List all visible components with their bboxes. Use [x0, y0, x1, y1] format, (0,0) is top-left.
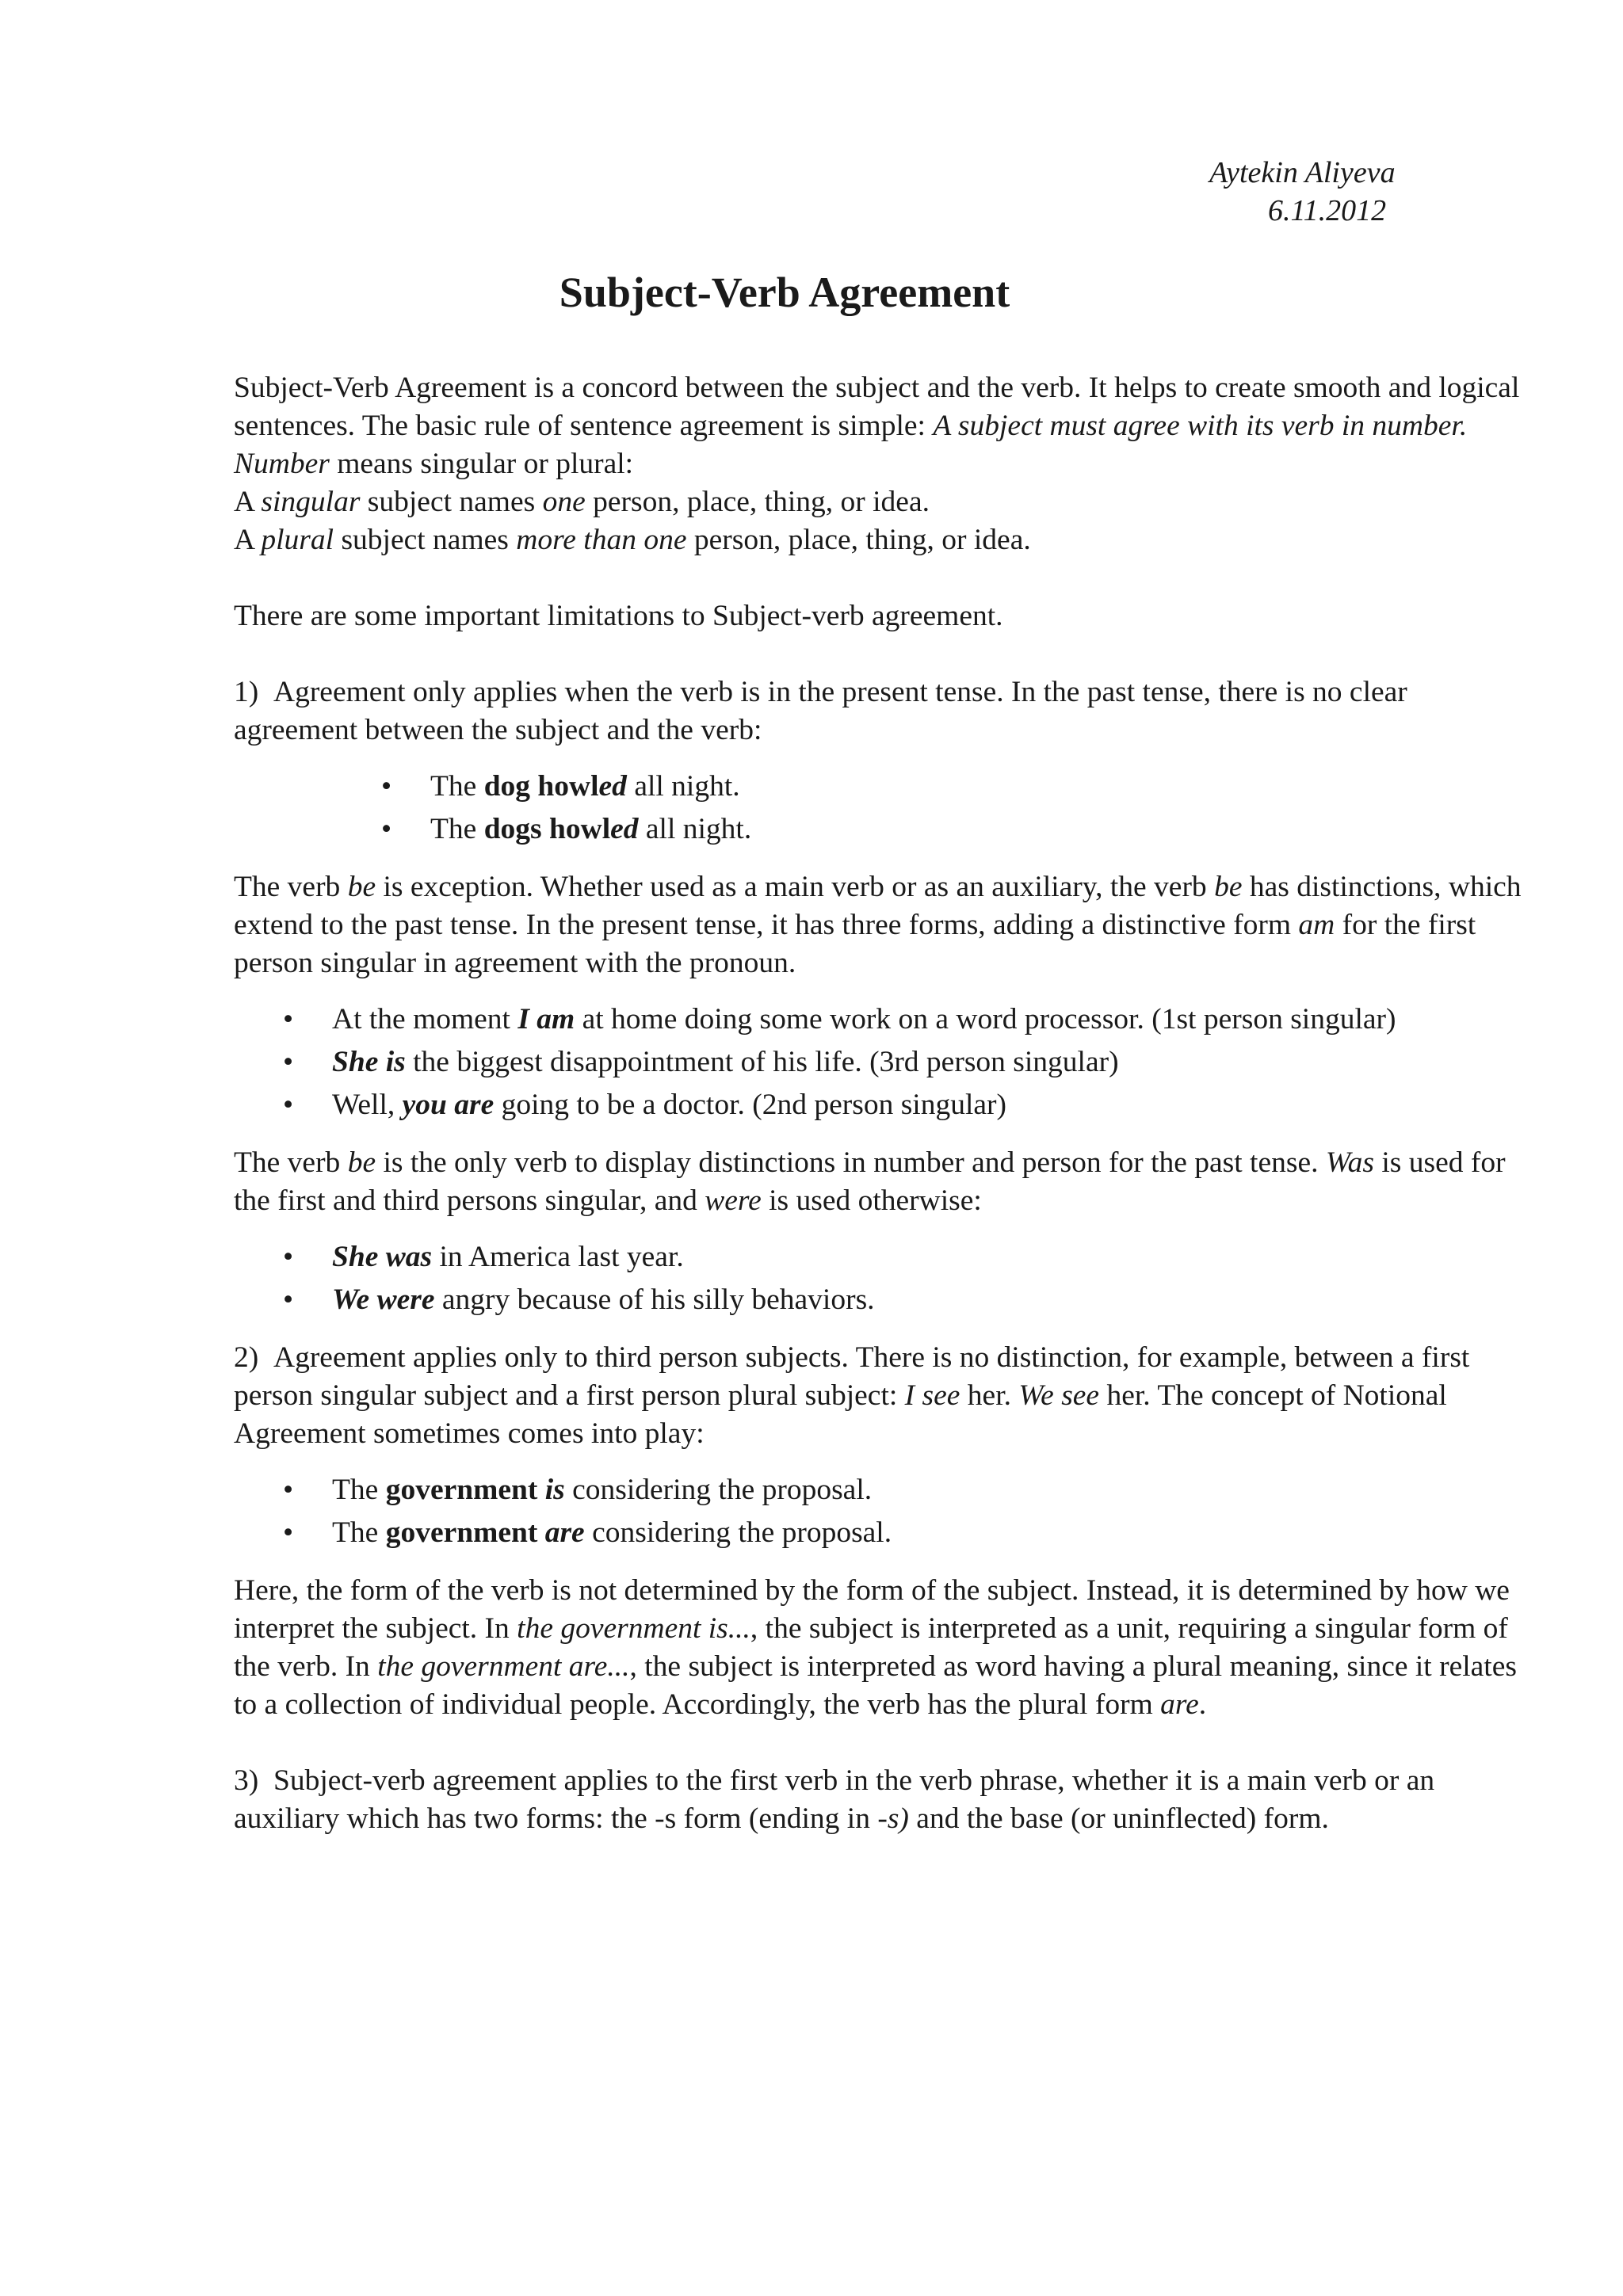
- page-title: Subject-Verb Agreement: [559, 269, 1010, 316]
- interpretation-paragraph: Here, the form of the verb is not determined by the form of the subject. Instead, it is determined by how we interpret the subject. In the government is..., the subject is interpreted as a unit, requiring a singular form of the verb. In the government are..., the subject is interpreted as word having a plural meaning, since it relates to a collection of individual people. Accordingly, the verb has the plural form are.: [234, 1574, 1517, 1721]
- list-item: • The government are considering the proposal.: [332, 1512, 1533, 1554]
- point-3-paragraph: 3) Subject-verb agreement applies to the first verb in the verb phrase, whether it is a main verb or an auxiliary which has two forms: the -s form (ending in -s) and the base (or uninflected) form.: [234, 1764, 1435, 1835]
- past-tense-paragraph: The verb be is the only verb to display distinctions in number and person for the past tense. Was is used for the first and third persons singular, and were is used otherwise:: [234, 1146, 1506, 1217]
- author-name: Aytekin Aliyeva: [1209, 156, 1396, 189]
- example-list-present-be: [234, 998, 1533, 1127]
- list-item: • Well, you are going to be a doctor. (2nd person singular): [332, 1084, 1533, 1127]
- list-item: • We were angry because of his silly behaviors.: [332, 1279, 1533, 1322]
- document-date: 6.11.2012: [1268, 194, 1387, 227]
- list-item: • She is the biggest disappointment of his life. (3rd person singular): [332, 1041, 1533, 1084]
- list-item: • The government is considering the proposal.: [332, 1469, 1533, 1512]
- document-body: [234, 369, 1533, 1838]
- example-list-government: [234, 1469, 1533, 1554]
- example-list-howled: [234, 765, 1533, 851]
- limitations-paragraph: There are some important limitations to Subject-verb agreement.: [234, 600, 1003, 632]
- point-1-paragraph: 1) Agreement only applies when the verb is in the present tense. In the past tense, there is no clear agreement between the subject and the verb:: [234, 676, 1407, 746]
- example-list-past-be: [234, 1236, 1533, 1322]
- intro-paragraph: Subject-Verb Agreement is a concord between the subject and the verb. It helps to create smooth and logical sentences. The basic rule of sentence agreement is simple: A subject must agree with its verb in number. Number means singular or plural: A singular subject names one person, place, thing, or idea. A plural subject names more than one person, place, thing, or idea.: [234, 372, 1520, 556]
- list-item: • She was in America last year.: [332, 1236, 1533, 1279]
- verb-be-paragraph: The verb be is exception. Whether used as a main verb or as an auxiliary, the verb be has distinctions, which extend to the past tense. In the present tense, it has three forms, adding a distinctive form am for the first person singular in agreement with the pronoun.: [234, 871, 1522, 979]
- list-item: • The dog howled all night.: [430, 765, 1533, 808]
- point-2-paragraph: 2) Agreement applies only to third person subjects. There is no distinction, for example, between a first person singular subject and a first person plural subject: I see her. We see her. The concept of Notional Agreement sometimes comes into play:: [234, 1341, 1470, 1450]
- list-item: • The dogs howled all night.: [430, 808, 1533, 851]
- list-item: • At the moment I am at home doing some work on a word processor. (1st person singular): [332, 998, 1533, 1041]
